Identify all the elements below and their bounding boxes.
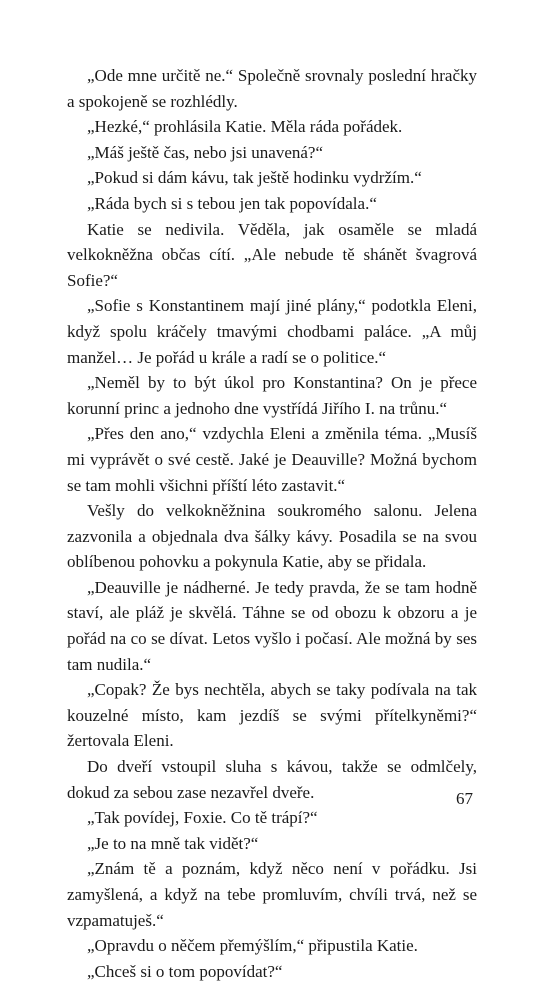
paragraph: „Chceš si o tom popovídat?“ — [87, 961, 283, 981]
paragraph: „Deauville je nádherné. Je tedy pravda, že se tam hodně staví, ale pláž je skvělá. Táhne se od obozu k obzoru a je pořád na co se dívat. Letos vyšlo i počasí. Ale možná by ses tam nudila.“ — [67, 577, 477, 674]
paragraph: „Znám tě a poznám, když něco není v pořádku. Jsi zamyšlená, a když na tebe promluvím, chvíli trvá, než se vzpamatuješ.“ — [67, 859, 477, 930]
paragraph: „Sofie s Konstantinem mají jiné plány,“ podotkla Eleni, když spolu kráčely tmavými chodbami paláce. „A můj manžel… Je pořád u krále a radí se o politice.“ — [67, 296, 477, 367]
page-number: 67 — [456, 789, 473, 808]
paragraph: Katie se nedivila. Věděla, jak osaměle se mladá velkokněžna občas cítí. „Ale nebude tě shánět švagrová Sofie?“ — [67, 219, 477, 290]
paragraph: „Máš ještě čas, nebo jsi unavená?“ — [87, 142, 324, 162]
paragraph: „Je to na mně tak vidět?“ — [87, 833, 259, 853]
paragraph: Vešly do velkokněžnina soukromého salonu. Jelena zazvonila a objednala dva šálky kávy. Posadila se na svou oblíbenou pohovku a pokynula Katie, aby se přidala. — [67, 501, 477, 572]
paragraph: Do dveří vstoupil sluha s kávou, takže se odmlčely, dokud za sebou zase nezavřel dveře. — [67, 757, 477, 802]
paragraph: „Tak povídej, Foxie. Co tě trápí?“ — [87, 808, 318, 828]
paragraph: „Přes den ano,“ vzdychla Eleni a změnila téma. „Musíš mi vyprávět o své cestě. Jaké je Deauville? Možná bychom se tam mohli všichni příští léto zastavit.“ — [67, 424, 477, 495]
paragraph: „Copak? Že bys nechtěla, abych se taky podívala na tak kouzelné místo, kam jezdíš se svými přítelkyněmi?“ žertovala Eleni. — [67, 680, 477, 751]
paragraph: „Ode mne určitě ne.“ Společně srovnaly poslední hračky a spokojeně se rozhlédly. — [67, 66, 477, 111]
body-text — [67, 63, 477, 984]
paragraph: „Ráda bych si s tebou jen tak popovídala.“ — [87, 193, 377, 213]
paragraph: „Opravdu o něčem přemýšlím,“ připustila Katie. — [87, 936, 418, 956]
paragraph: „Pokud si dám kávu, tak ještě hodinku vydržím.“ — [87, 168, 422, 188]
paragraph: „Hezké,“ prohlásila Katie. Měla ráda pořádek. — [87, 117, 403, 137]
paragraph: „Neměl by to být úkol pro Konstantina? On je přece korunní princ a jednoho dne vystřídá Jiřího I. na trůnu.“ — [67, 373, 477, 418]
